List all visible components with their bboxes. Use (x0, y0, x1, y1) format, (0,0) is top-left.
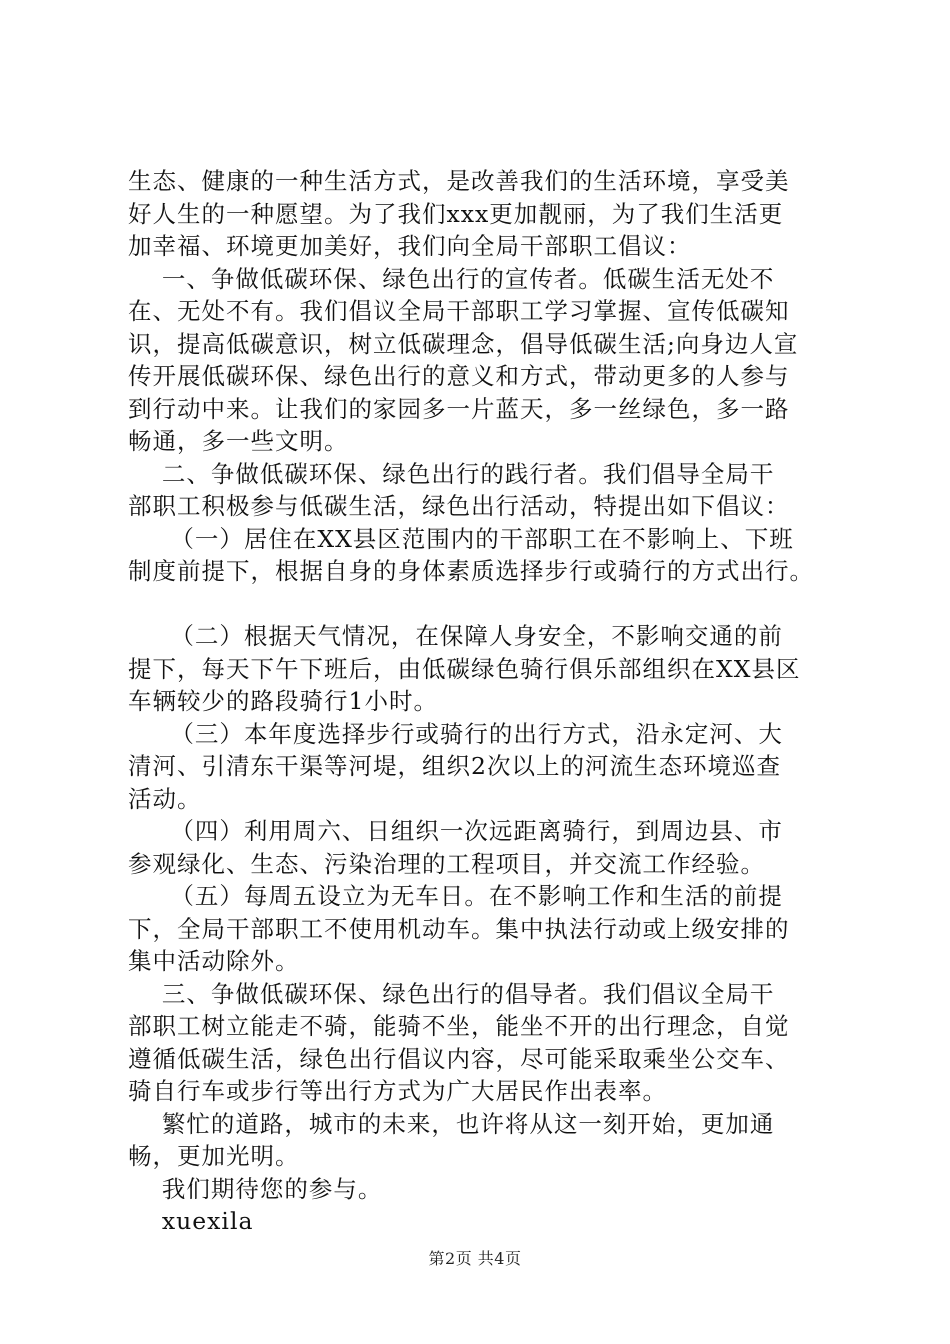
page-number-footer: 第2页 共4页 (428, 1249, 522, 1268)
text-line: 我们期待您的参与。 (128, 1174, 383, 1203)
text-line: 参观绿化、生态、污染治理的工程项目，并交流工作经验。 (128, 849, 765, 878)
text-line: 三、争做低碳环保、绿色出行的倡导者。我们倡议全局干 (128, 979, 775, 1008)
text-line: 一、争做低碳环保、绿色出行的宣传者。低碳生活无处不 (128, 264, 775, 293)
text-line: （四）利用周六、日组织一次远距离骑行，到周边县、市 (128, 817, 783, 845)
text-line: 遵循低碳生活，绿色出行倡议内容，尽可能采取乘坐公交车、 (128, 1044, 790, 1073)
text-line: 到行动中来。让我们的家园多一片蓝天，多一丝绿色，多一路 (128, 394, 790, 423)
text-line: 集中活动除外。 (128, 947, 300, 975)
text-line: 畅，更加光明。 (128, 1142, 300, 1170)
blank-line (128, 588, 848, 621)
text-line: 部职工树立能走不骑，能骑不坐，能坐不开的出行理念，自觉 (128, 1012, 790, 1040)
text-line: 在、无处不有。我们倡议全局干部职工学习掌握、宣传低碳知 (128, 297, 790, 325)
text-line: 车辆较少的路段骑行1小时。 (128, 687, 438, 715)
text-line: 传开展低碳环保、绿色出行的意义和方式，带动更多的人参与 (128, 362, 790, 390)
text-line: 生态、健康的一种生活方式，是改善我们的生活环境，享受美 (128, 167, 790, 195)
signature-line: xuexila (128, 1207, 254, 1235)
text-line: （三）本年度选择步行或骑行的出行方式，沿永定河、大 (128, 719, 783, 748)
text-line: 好人生的一种愿望。为了我们xxx更加靓丽，为了我们生活更 (128, 199, 784, 228)
text-line: 加幸福、环境更加美好，我们向全局干部职工倡议： (128, 232, 692, 260)
text-line: 部职工积极参与低碳生活，绿色出行活动，特提出如下倡议： (128, 492, 790, 520)
text-line: （五）每周五设立为无车日。在不影响工作和生活的前提 (128, 882, 783, 910)
text-line: 骑自行车或步行等出行方式为广大居民作出表率。 (128, 1077, 667, 1105)
text-line: 清河、引清东干渠等河堤，组织2次以上的河流生态环境巡查 (128, 752, 781, 780)
text-line: 活动。 (128, 784, 202, 813)
text-line: 二、争做低碳环保、绿色出行的践行者。我们倡导全局干 (128, 459, 775, 488)
text-line: 制度前提下，根据自身的身体素质选择步行或骑行的方式出行。 (128, 557, 814, 585)
document-body (128, 165, 848, 1238)
text-line: 繁忙的道路，城市的未来，也许将从这一刻开始，更加通 (128, 1109, 775, 1138)
text-line: 畅通，多一些文明。 (128, 427, 349, 455)
text-line: 下，全局干部职工不使用机动车。集中执法行动或上级安排的 (128, 914, 790, 943)
text-line: （一）居住在XX县区范围内的干部职工在不影响上、下班 (128, 524, 794, 553)
text-line: 识，提高低碳意识，树立低碳理念，倡导低碳生活;向身边人宣 (128, 329, 799, 358)
text-line: 提下，每天下午下班后，由低碳绿色骑行俱乐部组织在XX县区 (128, 654, 801, 683)
text-line: （二）根据天气情况，在保障人身安全，不影响交通的前 (128, 622, 783, 650)
